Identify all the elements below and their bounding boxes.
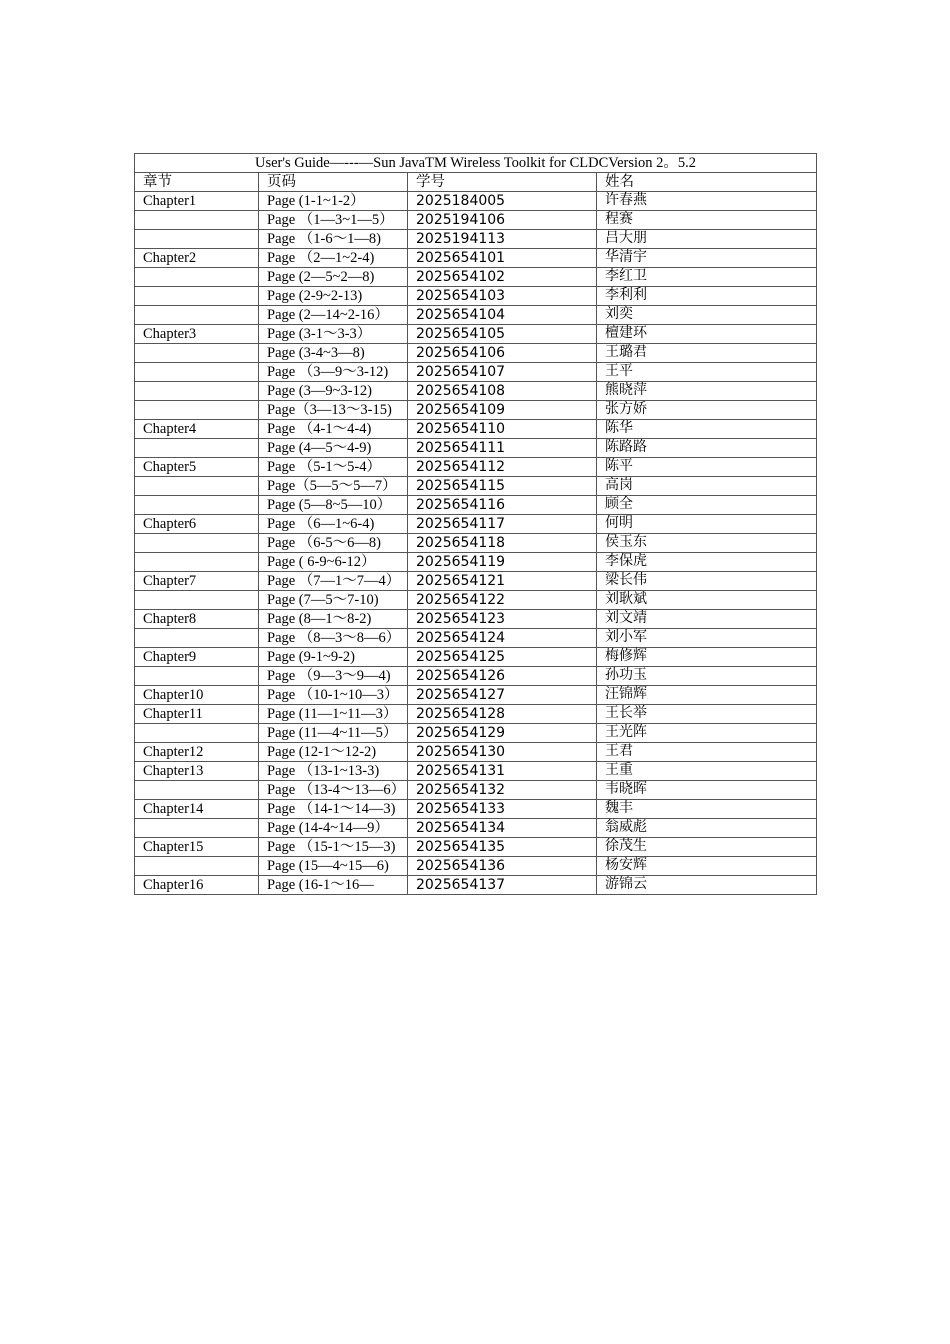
header-page: 页码 — [259, 173, 408, 192]
page-range-cell: Page (5—8~5—10） — [259, 496, 408, 515]
table-row — [135, 382, 817, 401]
page-range-cell: Page (15—4~15—6) — [259, 857, 408, 876]
table-row — [135, 420, 817, 439]
table-row — [135, 306, 817, 325]
page-range-cell: Page （2—1~2-4) — [259, 249, 408, 268]
table-row — [135, 192, 817, 211]
table-row — [135, 515, 817, 534]
student-name-cell: 刘耿斌 — [597, 591, 817, 610]
student-name-cell: 刘小军 — [597, 629, 817, 648]
page-range-cell: Page (11—4~11—5） — [259, 724, 408, 743]
page-range-cell: Page (9-1~9-2) — [259, 648, 408, 667]
table-row — [135, 648, 817, 667]
page-range-cell: Page （15-1～15—3) — [259, 838, 408, 857]
table-row — [135, 686, 817, 705]
student-id-cell: 2025654124 — [408, 629, 597, 648]
page-range-cell: Page (3-4~3—8) — [259, 344, 408, 363]
page-range-cell: Page（3—13～3-15) — [259, 401, 408, 420]
student-name-cell: 张方娇 — [597, 401, 817, 420]
student-name-cell: 刘奕 — [597, 306, 817, 325]
chapter-cell — [135, 591, 259, 610]
student-id-cell: 2025654109 — [408, 401, 597, 420]
page-range-cell: Page （8—3～8—6） — [259, 629, 408, 648]
student-name-cell: 顾全 — [597, 496, 817, 515]
student-name-cell: 魏丰 — [597, 800, 817, 819]
page-range-cell: Page （6—1~6-4) — [259, 515, 408, 534]
chapter-cell: Chapter10 — [135, 686, 259, 705]
student-name-cell: 吕大朋 — [597, 230, 817, 249]
student-id-cell: 2025194106 — [408, 211, 597, 230]
table-row — [135, 230, 817, 249]
page-range-cell: Page (7—5～7-10) — [259, 591, 408, 610]
chapter-cell — [135, 401, 259, 420]
page-range-cell: Page (12-1～12-2) — [259, 743, 408, 762]
chapter-cell: Chapter9 — [135, 648, 259, 667]
table-row — [135, 344, 817, 363]
page-range-cell: Page （7—1～7—4） — [259, 572, 408, 591]
student-id-cell: 2025654108 — [408, 382, 597, 401]
page-range-cell: Page ( 6-9~6-12） — [259, 553, 408, 572]
student-name-cell: 王长举 — [597, 705, 817, 724]
page-range-cell: Page (14-4~14—9） — [259, 819, 408, 838]
header-row — [135, 173, 817, 192]
student-id-cell: 2025654107 — [408, 363, 597, 382]
student-id-cell: 2025654106 — [408, 344, 597, 363]
table-row — [135, 477, 817, 496]
table-row — [135, 496, 817, 515]
page-range-cell: Page (1-1~1-2） — [259, 192, 408, 211]
page-range-cell: Page（5—5～5—7） — [259, 477, 408, 496]
page-range-cell: Page (4—5～4-9) — [259, 439, 408, 458]
student-id-cell: 2025654118 — [408, 534, 597, 553]
page-range-cell: Page (3—9~3-12) — [259, 382, 408, 401]
title-row — [135, 154, 817, 173]
chapter-cell — [135, 534, 259, 553]
chapter-cell — [135, 382, 259, 401]
student-id-cell: 2025184005 — [408, 192, 597, 211]
chapter-cell: Chapter1 — [135, 192, 259, 211]
chapter-cell — [135, 553, 259, 572]
table-row — [135, 762, 817, 781]
table-row — [135, 667, 817, 686]
page-range-cell: Page (2—14~2-16） — [259, 306, 408, 325]
page-range-cell: Page （10-1~10—3） — [259, 686, 408, 705]
student-name-cell: 刘文靖 — [597, 610, 817, 629]
student-id-cell: 2025654134 — [408, 819, 597, 838]
student-id-cell: 2025654104 — [408, 306, 597, 325]
chapter-cell: Chapter7 — [135, 572, 259, 591]
table-row — [135, 553, 817, 572]
table-row — [135, 876, 817, 895]
student-name-cell: 王光阵 — [597, 724, 817, 743]
student-id-cell: 2025654123 — [408, 610, 597, 629]
table-row — [135, 838, 817, 857]
chapter-cell — [135, 781, 259, 800]
student-id-cell: 2025654115 — [408, 477, 597, 496]
student-name-cell: 何明 — [597, 515, 817, 534]
chapter-cell — [135, 211, 259, 230]
table-row — [135, 439, 817, 458]
chapter-cell — [135, 477, 259, 496]
student-name-cell: 侯玉东 — [597, 534, 817, 553]
student-id-cell: 2025654122 — [408, 591, 597, 610]
table-row — [135, 458, 817, 477]
table-title: User's Guide—---—Sun JavaTM Wireless Toolkit for CLDCVersion 2。5.2 — [135, 154, 817, 173]
table-row — [135, 591, 817, 610]
header-name: 姓名 — [597, 173, 817, 192]
page-range-cell: Page （1—3~1—5） — [259, 211, 408, 230]
student-id-cell: 2025654127 — [408, 686, 597, 705]
table-row — [135, 705, 817, 724]
chapter-cell: Chapter8 — [135, 610, 259, 629]
chapter-cell: Chapter2 — [135, 249, 259, 268]
chapter-cell — [135, 268, 259, 287]
chapter-cell — [135, 439, 259, 458]
student-id-cell: 2025654135 — [408, 838, 597, 857]
page-range-cell: Page （13-1~13-3) — [259, 762, 408, 781]
page-range-cell: Page （3—9～3-12) — [259, 363, 408, 382]
student-id-cell: 2025654136 — [408, 857, 597, 876]
chapter-cell: Chapter14 — [135, 800, 259, 819]
assignment-table — [134, 153, 817, 895]
student-name-cell: 王重 — [597, 762, 817, 781]
page-range-cell: Page (2—5~2—8) — [259, 268, 408, 287]
chapter-cell: Chapter15 — [135, 838, 259, 857]
student-name-cell: 华清宇 — [597, 249, 817, 268]
chapter-cell — [135, 857, 259, 876]
chapter-cell — [135, 363, 259, 382]
chapter-cell: Chapter16 — [135, 876, 259, 895]
student-name-cell: 杨安辉 — [597, 857, 817, 876]
student-name-cell: 李利利 — [597, 287, 817, 306]
page-range-cell: Page （5-1～5-4） — [259, 458, 408, 477]
student-id-cell: 2025654129 — [408, 724, 597, 743]
student-name-cell: 孙功玉 — [597, 667, 817, 686]
student-id-cell: 2025654126 — [408, 667, 597, 686]
student-id-cell: 2025654117 — [408, 515, 597, 534]
page-range-cell: Page （9—3～9—4) — [259, 667, 408, 686]
chapter-cell — [135, 344, 259, 363]
table-row — [135, 781, 817, 800]
page-range-cell: Page (2-9~2-13) — [259, 287, 408, 306]
student-name-cell: 王璐君 — [597, 344, 817, 363]
chapter-cell — [135, 306, 259, 325]
student-name-cell: 游锦云 — [597, 876, 817, 895]
table-row — [135, 610, 817, 629]
student-id-cell: 2025654103 — [408, 287, 597, 306]
student-name-cell: 王君 — [597, 743, 817, 762]
table-row — [135, 211, 817, 230]
chapter-cell: Chapter6 — [135, 515, 259, 534]
table-row — [135, 800, 817, 819]
student-name-cell: 李红卫 — [597, 268, 817, 287]
chapter-cell: Chapter11 — [135, 705, 259, 724]
table-row — [135, 572, 817, 591]
chapter-cell — [135, 629, 259, 648]
chapter-cell — [135, 496, 259, 515]
page-range-cell: Page （13-4～13—6） — [259, 781, 408, 800]
student-name-cell: 梅修辉 — [597, 648, 817, 667]
header-student-id: 学号 — [408, 173, 597, 192]
student-name-cell: 梁长伟 — [597, 572, 817, 591]
student-id-cell: 2025654101 — [408, 249, 597, 268]
student-name-cell: 陈平 — [597, 458, 817, 477]
header-chapter: 章节 — [135, 173, 259, 192]
student-id-cell: 2025654111 — [408, 439, 597, 458]
student-name-cell: 韦晓晖 — [597, 781, 817, 800]
table-row — [135, 629, 817, 648]
page-range-cell: Page （6-5～6—8) — [259, 534, 408, 553]
table-row — [135, 325, 817, 344]
page-range-cell: Page (8—1～8-2) — [259, 610, 408, 629]
student-name-cell: 陈华 — [597, 420, 817, 439]
chapter-cell: Chapter12 — [135, 743, 259, 762]
table-row — [135, 401, 817, 420]
table-row — [135, 287, 817, 306]
page-range-cell: Page （1-6～1—8) — [259, 230, 408, 249]
student-id-cell: 2025654131 — [408, 762, 597, 781]
student-name-cell: 王平 — [597, 363, 817, 382]
table-row — [135, 819, 817, 838]
student-name-cell: 徐茂生 — [597, 838, 817, 857]
chapter-cell — [135, 287, 259, 306]
page-range-cell: Page （14-1～14—3) — [259, 800, 408, 819]
student-name-cell: 熊晓萍 — [597, 382, 817, 401]
student-name-cell: 高岗 — [597, 477, 817, 496]
student-id-cell: 2025654102 — [408, 268, 597, 287]
student-name-cell: 陈路路 — [597, 439, 817, 458]
student-name-cell: 汪锦辉 — [597, 686, 817, 705]
student-name-cell: 翁威彪 — [597, 819, 817, 838]
table-row — [135, 534, 817, 553]
table-row — [135, 268, 817, 287]
chapter-cell — [135, 230, 259, 249]
student-id-cell: 2025654110 — [408, 420, 597, 439]
page-range-cell: Page (3-1～3-3） — [259, 325, 408, 344]
page-range-cell: Page （4-1～4-4) — [259, 420, 408, 439]
table-row — [135, 363, 817, 382]
table-row — [135, 743, 817, 762]
student-id-cell: 2025654128 — [408, 705, 597, 724]
student-id-cell: 2025654137 — [408, 876, 597, 895]
table-row — [135, 249, 817, 268]
page-range-cell: Page (11—1~11—3） — [259, 705, 408, 724]
student-id-cell: 2025654112 — [408, 458, 597, 477]
chapter-cell — [135, 819, 259, 838]
chapter-cell: Chapter5 — [135, 458, 259, 477]
chapter-cell: Chapter13 — [135, 762, 259, 781]
student-name-cell: 程赛 — [597, 211, 817, 230]
student-name-cell: 许春燕 — [597, 192, 817, 211]
student-id-cell: 2025654130 — [408, 743, 597, 762]
student-id-cell: 2025654133 — [408, 800, 597, 819]
table-row — [135, 724, 817, 743]
chapter-cell: Chapter3 — [135, 325, 259, 344]
student-id-cell: 2025654119 — [408, 553, 597, 572]
chapter-cell — [135, 724, 259, 743]
student-name-cell: 檀建环 — [597, 325, 817, 344]
student-id-cell: 2025654116 — [408, 496, 597, 515]
page-range-cell: Page (16-1～16— — [259, 876, 408, 895]
table-row — [135, 857, 817, 876]
table-body — [135, 154, 817, 895]
chapter-cell — [135, 667, 259, 686]
student-id-cell: 2025654105 — [408, 325, 597, 344]
student-name-cell: 李保虎 — [597, 553, 817, 572]
student-id-cell: 2025654125 — [408, 648, 597, 667]
chapter-cell: Chapter4 — [135, 420, 259, 439]
student-id-cell: 2025194113 — [408, 230, 597, 249]
student-id-cell: 2025654121 — [408, 572, 597, 591]
student-id-cell: 2025654132 — [408, 781, 597, 800]
